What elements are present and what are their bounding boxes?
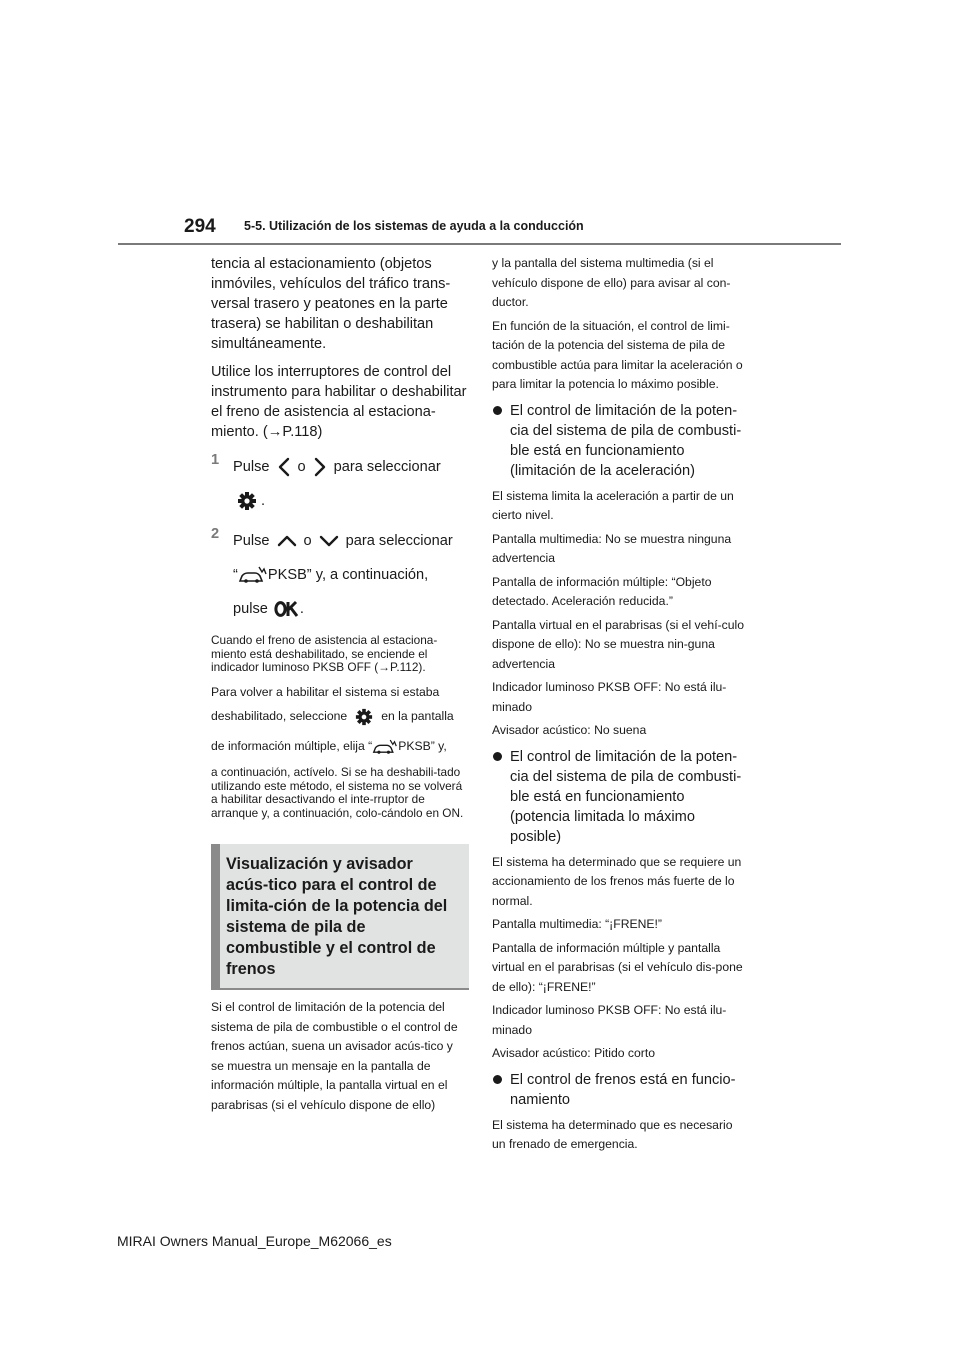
step-2-end: . — [299, 601, 304, 617]
step-2-tail: para seleccionar — [345, 533, 453, 549]
gear-icon — [237, 491, 257, 511]
bullet-2-line: Pantalla multimedia: “¡FRENE!” — [492, 917, 662, 931]
step-1-or: o — [297, 459, 306, 475]
pksb-car-icon — [372, 738, 398, 756]
bullet-3 — [492, 1070, 748, 1110]
bullet-1-line: El sistema limita la aceleración a partir de un cierto nivel. — [492, 488, 734, 522]
bullet-1 — [492, 401, 748, 481]
left-para-2: Utilice los interruptores de control del instrumento para habilitar o deshabilitar el freno de asistencia al estaciona-miento. (→P.118) — [211, 364, 467, 440]
pksb-car-icon — [238, 565, 268, 585]
ok-icon — [274, 600, 300, 618]
right-para-1: y la pantalla del sistema multimedia (si el vehículo dispone de ello) para avisar al con-ductor. — [492, 256, 731, 309]
step-2-open-quote: “ — [233, 567, 238, 583]
chevron-left-icon — [276, 456, 292, 478]
callout-box — [211, 844, 469, 990]
step-1-pulse: Pulse — [233, 459, 270, 475]
note-2-line-b — [211, 702, 469, 732]
note-2-text-b: deshabilitado, seleccione — [211, 709, 348, 724]
bullet-3-line: El sistema ha determinado que es necesario un frenado de emergencia. — [492, 1117, 733, 1151]
step-2 — [211, 524, 469, 626]
gear-icon — [355, 708, 373, 726]
note-2-text-e: PKSB” y, — [398, 739, 447, 754]
bullet-dot — [493, 752, 502, 761]
bullet-1-line: Pantalla virtual en el parabrisas (si el vehí-culo dispone de ello): No se muestra nin-guna advertencia — [492, 617, 744, 671]
bullet-1-line: Pantalla multimedia: No se muestra ninguna advertencia — [492, 531, 732, 565]
step-2-item: PKSB” y, a continuación, — [267, 567, 429, 583]
page-number: 294 — [184, 216, 216, 237]
chevron-right-icon — [312, 456, 328, 478]
right-column — [492, 254, 748, 1159]
bullet-1-title: El control de limitación de la poten-cia del sistema de pila de combusti-ble está en funcionamiento (limitación de la aceleración) — [510, 402, 742, 479]
left-para-1: tencia al estacionamiento (objetos inmóviles, vehículos del tráfico trans-versal trasero y peatones en la parte trasera) se habilitan o deshabilitan simultáneamente. — [211, 256, 451, 352]
bullet-3-title: El control de frenos está en funcio-namiento — [510, 1071, 736, 1108]
step-2-pulse: Pulse — [233, 533, 270, 549]
note-2-line-a: Para volver a habilitar el sistema si estaba — [211, 684, 440, 699]
bullet-2-line: Indicador luminoso PKSB OFF: No está ilu-minado — [492, 1003, 727, 1037]
note-2-line-d — [211, 732, 469, 762]
note-2-line-f: a continuación, actívelo. Si se ha deshabili-tado utilizando este método, el sistema no se volverá a habilitar desactivando el inte-rruptor de arranque y, a continuación, colo-cándolo en ON. — [211, 765, 464, 820]
bullet-2-line: El sistema ha determinado que se requiere un accionamiento de los frenos más fuerte de lo normal. — [492, 854, 742, 908]
bullet-2 — [492, 747, 748, 847]
bullet-1-line: Indicador luminoso PKSB OFF: No está ilu-minado — [492, 680, 727, 714]
chevron-down-icon — [318, 533, 340, 549]
left-column — [211, 254, 469, 1119]
footer-text: MIRAI Owners Manual_Europe_M62066_es — [117, 1233, 392, 1249]
header-rule — [118, 243, 841, 245]
bullet-2-line: Avisador acústico: Pitido corto — [492, 1046, 656, 1060]
section-title: 5-5. Utilización de los sistemas de ayuda a la conducción — [244, 219, 584, 233]
right-para-2: En función de la situación, el control de limi-tación de la potencia del sistema de pila de combustible actúa para limitar la aceleración o para limitar la potencia lo máximo posible. — [492, 318, 743, 391]
bullet-1-line: Avisador acústico: No suena — [492, 723, 647, 737]
step-2-or: o — [303, 533, 312, 549]
step-1-end: . — [261, 493, 266, 509]
callout-title: Visualización y avisador acús-tico para el control de limita-ción de la potencia del sistema de pila de combustible y el control de frenos — [226, 855, 448, 978]
bullet-1-line: Pantalla de información múltiple: “Objeto detectado. Aceleración reducida.” — [492, 574, 712, 608]
chevron-up-icon — [276, 533, 298, 549]
bullet-dot — [493, 1075, 502, 1084]
note-2-text-d: de información múltiple, elija “ — [211, 739, 373, 754]
note-1: Cuando el freno de asistencia al estaciona-miento está deshabilitado, se enciende el indicador luminoso PKSB OFF (→P.112). — [211, 633, 438, 674]
note-2-text-c: en la pantalla — [381, 709, 454, 724]
step-1-number: 1 — [211, 452, 220, 468]
step-1-tail: para seleccionar — [333, 459, 441, 475]
bullet-2-line: Pantalla de información múltiple y pantalla virtual en el parabrisas (si el vehículo dis-pone de ello): “¡FRENE!” — [492, 940, 743, 994]
bullet-dot — [493, 406, 502, 415]
bullet-2-title: El control de limitación de la poten-cia del sistema de pila de combusti-ble está en funcionamiento (potencia limitada lo máximo posible) — [510, 748, 742, 845]
callout-body: Si el control de limitación de la potencia del sistema de pila de combustible o el control de frenos actúan, suena un avisador acús-tico y se muestra un mensaje en la pantalla de información múltiple, la pantalla virtual en el parabrisas (si el vehículo dispone de ello) — [211, 1000, 458, 1112]
step-2-pulse-2: pulse — [233, 601, 268, 617]
step-1 — [211, 450, 469, 518]
step-2-number: 2 — [211, 526, 220, 542]
